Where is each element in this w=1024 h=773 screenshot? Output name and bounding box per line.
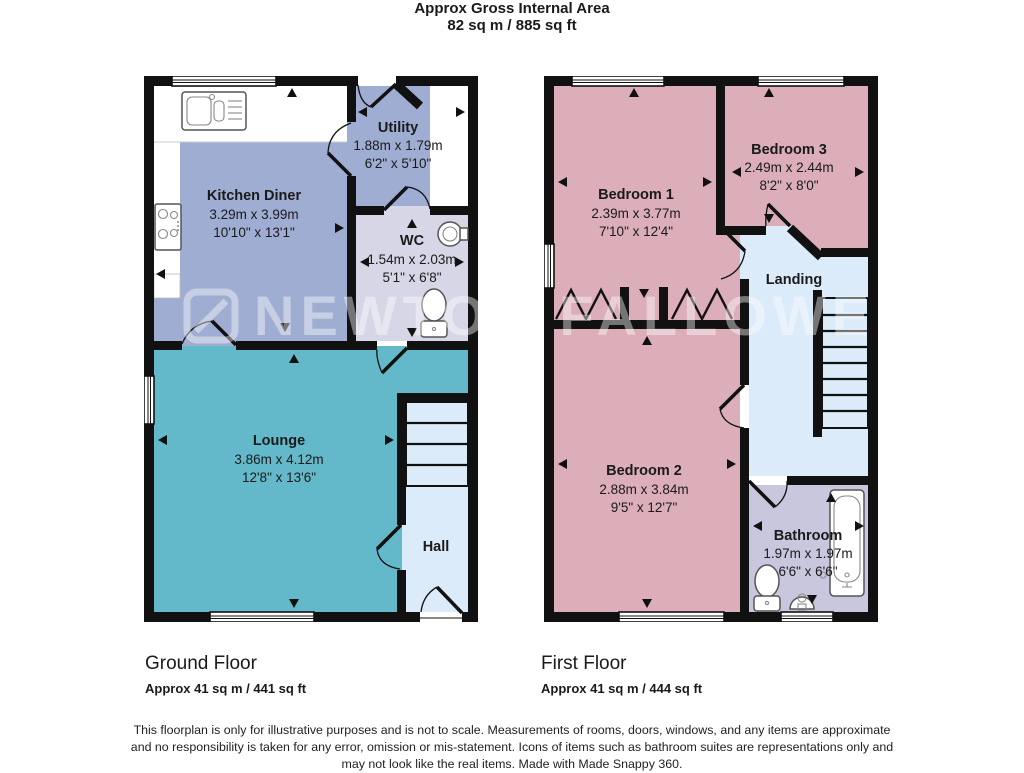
bedroom3-metric: 2.49m x 2.44m xyxy=(744,160,834,175)
lounge-bottom-window xyxy=(210,612,314,622)
header-area: 82 sq m / 885 sq ft xyxy=(447,17,577,34)
bedroom2-label: Bedroom 2 xyxy=(606,463,682,479)
gross-internal-area-header xyxy=(0,0,1024,34)
utility-label: Utility xyxy=(377,120,419,136)
kitchen-cupboard xyxy=(154,274,180,298)
landing-label: Landing xyxy=(765,272,823,288)
bedroom3-top-window xyxy=(758,76,844,86)
bedroom1-imperial: 7'10" x 12'4" xyxy=(598,224,674,239)
lounge-left-window xyxy=(144,376,154,424)
bedroom3-imperial: 8'2" x 8'0" xyxy=(759,178,819,193)
wc-toilet-icon xyxy=(421,289,447,337)
bedroom2-imperial: 9'5" x 12'7" xyxy=(610,500,678,515)
first-floor-plan xyxy=(544,76,878,622)
ground-floor-title: Ground Floor xyxy=(145,653,257,674)
header-title: Approx Gross Internal Area xyxy=(414,0,610,17)
lounge-metric: 3.86m x 4.12m xyxy=(234,452,324,467)
ground-floor-area: Approx 41 sq m / 441 sq ft xyxy=(145,681,307,696)
lounge-label: Lounge xyxy=(252,433,306,449)
bathroom-metric: 1.97m x 1.97m xyxy=(763,546,853,561)
bathroom-imperial: 6'6" x 6'6" xyxy=(778,564,838,579)
kitchen-label: Kitchen Diner xyxy=(206,188,302,204)
kitchen-hob-icon xyxy=(155,204,181,250)
bedroom2-bottom-window xyxy=(619,612,724,622)
ground-floor-plan xyxy=(144,76,478,622)
bathroom-label: Bathroom xyxy=(773,528,843,544)
disclaimer-line1: This floorplan is only for illustrative purposes and is not to scale. Measurements of rooms, doors, windows, and any items are approximate xyxy=(133,723,891,737)
wc-imperial: 5'1" x 6'8" xyxy=(382,270,442,285)
wc-metric: 1.54m x 2.03m xyxy=(367,252,457,267)
bedroom1-metric: 2.39m x 3.77m xyxy=(591,206,681,221)
ground-floor-stairs xyxy=(406,402,468,486)
bathroom-bottom-window xyxy=(781,612,833,622)
kitchen-window xyxy=(172,76,276,86)
bedroom1-top-window xyxy=(572,76,664,86)
bedroom2-metric: 2.88m x 3.84m xyxy=(599,482,689,497)
utility-imperial: 6'2" x 5'10" xyxy=(364,156,432,171)
first-floor-area: Approx 41 sq m / 444 sq ft xyxy=(541,681,703,696)
disclaimer-line3: may not look like the real items. Made with Made Snappy 360. xyxy=(341,757,683,771)
bedroom1-left-window xyxy=(544,244,554,288)
disclaimer-line2: and no responsibility is taken for any error, omission or mis-statement. Icons of items such as bathroom suites are representations only and xyxy=(130,740,894,754)
wc-label: WC xyxy=(399,233,425,249)
toilet-icon xyxy=(754,565,780,611)
kitchen-imperial: 10'10" x 13'1" xyxy=(213,225,295,240)
utility-metric: 1.88m x 1.79m xyxy=(353,138,443,153)
kitchen-sink-icon xyxy=(182,92,246,130)
first-floor-caption xyxy=(541,653,702,696)
lounge-imperial: 12'8" x 13'6" xyxy=(241,470,317,485)
bedroom3-label: Bedroom 3 xyxy=(751,142,827,158)
first-floor-title: First Floor xyxy=(541,653,627,674)
hall-label: Hall xyxy=(422,539,450,555)
ground-floor-caption xyxy=(145,653,306,696)
watermark-text: NEWTON FALLOWELL xyxy=(254,284,956,347)
disclaimer xyxy=(0,722,1024,773)
first-floor-stairs xyxy=(822,298,868,428)
kitchen-metric: 3.29m x 3.99m xyxy=(209,207,299,222)
bedroom1-label: Bedroom 1 xyxy=(598,187,674,203)
